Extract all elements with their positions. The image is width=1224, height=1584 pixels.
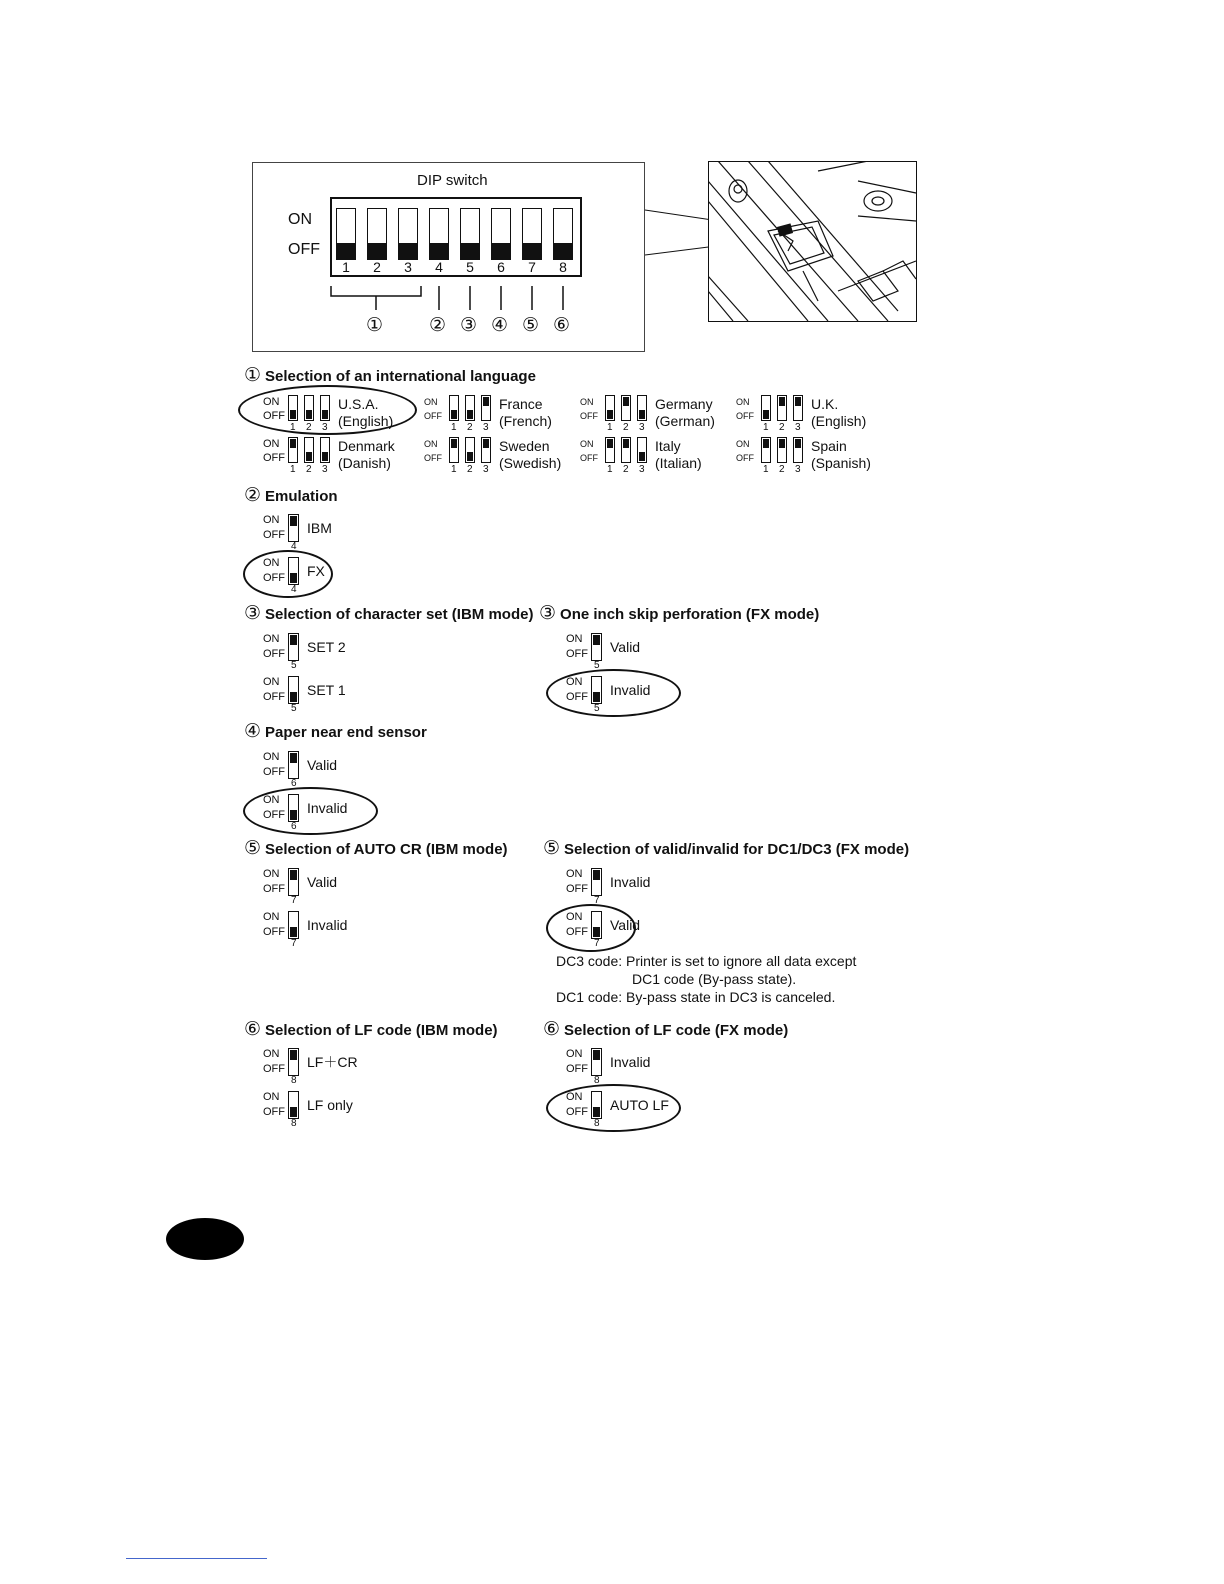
language-name: Sweden <box>499 438 550 454</box>
off-label: OFF <box>566 883 588 895</box>
section-lf-ibm-title <box>244 1018 498 1041</box>
on-label: ON <box>263 1091 280 1103</box>
off-label: OFF <box>263 452 285 464</box>
switch-number: 2 <box>779 422 785 433</box>
diagram-off-label: OFF <box>288 241 320 258</box>
language-subname: (German) <box>655 413 715 429</box>
section-skip-title <box>539 602 819 625</box>
switch-2 <box>465 395 475 421</box>
off-label: OFF <box>263 1106 285 1118</box>
language-name: U.S.A. <box>338 396 379 412</box>
dc1-note: DC1 code: By-pass state in DC3 is canceled. <box>556 989 836 1005</box>
on-label: ON <box>580 397 594 407</box>
option-label: SET 1 <box>307 682 346 698</box>
section-title-text: Selection of AUTO CR (IBM mode) <box>265 841 508 858</box>
dip-switch-4 <box>429 208 449 260</box>
switch-number: 8 <box>559 259 567 275</box>
off-label: OFF <box>263 410 285 422</box>
dip-switch-3 <box>398 208 418 260</box>
dip-switch-4 <box>288 514 299 542</box>
on-label: ON <box>424 439 438 449</box>
switch-1 <box>605 437 615 463</box>
switch-number: 1 <box>451 464 457 475</box>
on-label: ON <box>736 397 750 407</box>
section-emulation-title <box>244 484 338 507</box>
on-label: ON <box>263 438 280 450</box>
selected-default-ellipse <box>243 787 378 835</box>
switch-number: 3 <box>322 464 328 475</box>
switch-number: 3 <box>795 464 801 475</box>
switch-3 <box>793 437 803 463</box>
section-title-text: One inch skip perforation (FX mode) <box>560 606 820 623</box>
off-label: OFF <box>263 648 285 660</box>
on-label: ON <box>263 633 280 645</box>
switch-number: 1 <box>763 422 769 433</box>
switch-number: 6 <box>497 259 505 275</box>
off-label: OFF <box>263 766 285 778</box>
switch-number: 8 <box>291 1075 297 1086</box>
dip-switch-5 <box>288 676 299 704</box>
switch-number: 5 <box>291 703 297 714</box>
dip-switch-1 <box>336 208 356 260</box>
switch-3 <box>481 437 491 463</box>
switch-number: 3 <box>322 422 328 433</box>
switch-number: 2 <box>467 464 473 475</box>
on-label: ON <box>424 397 438 407</box>
switch-number: 3 <box>483 464 489 475</box>
section-title-text: Selection of valid/invalid for DC1/DC3 (FX mode) <box>564 841 910 858</box>
dip-switch-8 <box>553 208 573 260</box>
language-subname: (Spanish) <box>811 455 871 471</box>
switch-number: 1 <box>342 259 350 275</box>
dip-switch-5 <box>288 633 299 661</box>
switch-1 <box>449 437 459 463</box>
on-label: ON <box>263 514 280 526</box>
off-label: OFF <box>580 411 598 421</box>
dip-switch-8 <box>288 1091 299 1119</box>
on-label: ON <box>263 1048 280 1060</box>
switch-number: 7 <box>291 938 297 949</box>
language-subname: (English) <box>811 413 867 429</box>
switch-number: 8 <box>594 1075 600 1086</box>
section-marker: ① <box>244 365 262 386</box>
selected-default-ellipse <box>546 1084 681 1132</box>
switch-number: 1 <box>290 464 296 475</box>
on-label: ON <box>263 557 280 569</box>
option-label: IBM <box>307 520 332 536</box>
group-brackets <box>320 282 580 314</box>
switch-number: 1 <box>607 464 613 475</box>
switch-number: 2 <box>623 422 629 433</box>
switch-number: 5 <box>594 703 600 714</box>
option-label: Valid <box>610 917 641 933</box>
on-label: ON <box>580 439 594 449</box>
off-label: OFF <box>566 648 588 660</box>
section-charset-title <box>244 602 533 625</box>
off-label: OFF <box>566 1106 588 1118</box>
option-label: Invalid <box>610 682 651 698</box>
language-name: France <box>499 396 543 412</box>
switch-number: 4 <box>291 584 297 595</box>
switch-number: 5 <box>291 660 297 671</box>
selected-default-ellipse <box>238 385 417 435</box>
switch-number: 3 <box>639 422 645 433</box>
selected-default-ellipse <box>546 904 636 952</box>
switch-1 <box>288 437 298 463</box>
section-marker: ⑤ <box>244 838 262 859</box>
switch-1 <box>761 437 771 463</box>
option-label: Invalid <box>610 874 651 890</box>
group-marker: ② <box>429 315 447 336</box>
switch-number: 4 <box>435 259 443 275</box>
selected-default-ellipse <box>546 669 681 717</box>
off-label: OFF <box>263 1063 285 1075</box>
dip-switch-7 <box>591 868 602 896</box>
switch-number: 3 <box>483 422 489 433</box>
group-marker: ① <box>366 315 384 336</box>
on-label: ON <box>566 676 583 688</box>
off-label: OFF <box>566 691 588 703</box>
switch-number: 3 <box>639 464 645 475</box>
language-name: Germany <box>655 396 713 412</box>
option-label: Valid <box>307 874 338 890</box>
language-subname: (Swedish) <box>499 455 562 471</box>
switch-2 <box>777 395 787 421</box>
group-marker: ③ <box>460 315 478 336</box>
language-name: U.K. <box>811 396 839 412</box>
language-subname: (Italian) <box>655 455 702 471</box>
on-label: ON <box>263 868 280 880</box>
off-label: OFF <box>263 529 285 541</box>
section-paper-title <box>244 720 427 743</box>
section-marker: ② <box>244 485 262 506</box>
dip-switch-7 <box>522 208 542 260</box>
switch-number: 7 <box>594 895 600 906</box>
switch-number: 5 <box>594 660 600 671</box>
option-label: AUTO LF <box>610 1097 669 1113</box>
off-label: OFF <box>566 1063 588 1075</box>
switch-2 <box>777 437 787 463</box>
off-label: OFF <box>580 453 598 463</box>
section-marker: ⑤ <box>543 838 561 859</box>
switch-3 <box>637 437 647 463</box>
page-number-tab <box>166 1218 244 1260</box>
section-title-text: Selection of character set (IBM mode) <box>265 606 534 623</box>
switch-1 <box>605 395 615 421</box>
switch-number: 7 <box>594 938 600 949</box>
on-label: ON <box>736 439 750 449</box>
language-subname: (Danish) <box>338 455 391 471</box>
switch-3 <box>637 395 647 421</box>
switch-number: 2 <box>306 422 312 433</box>
switch-number: 7 <box>528 259 536 275</box>
switch-2 <box>621 395 631 421</box>
switch-number: 1 <box>763 464 769 475</box>
option-label: Valid <box>610 639 641 655</box>
on-label: ON <box>566 633 583 645</box>
option-label: LF＋CR <box>307 1054 358 1070</box>
switch-3 <box>793 395 803 421</box>
switch-number: 1 <box>451 422 457 433</box>
dip-switch-2 <box>367 208 387 260</box>
off-label: OFF <box>424 411 442 421</box>
switch-number: 3 <box>795 422 801 433</box>
language-subname: (English) <box>338 413 394 429</box>
dip-switch-7 <box>288 868 299 896</box>
diagram-on-label: ON <box>288 211 312 228</box>
switch-2 <box>304 437 314 463</box>
off-label: OFF <box>736 453 754 463</box>
switch-number: 2 <box>623 464 629 475</box>
option-label: Invalid <box>307 917 348 933</box>
switch-number: 2 <box>306 464 312 475</box>
switch-number: 8 <box>594 1118 600 1129</box>
switch-number: 6 <box>291 821 297 832</box>
switch-number: 1 <box>290 422 296 433</box>
on-label: ON <box>566 1048 583 1060</box>
on-label: ON <box>263 751 280 763</box>
section-autocr-title <box>244 837 508 860</box>
section-marker: ④ <box>244 721 262 742</box>
off-label: OFF <box>263 926 285 938</box>
section-title-text: Selection of an international language <box>265 368 536 385</box>
switch-number: 5 <box>466 259 474 275</box>
dip-switch-6 <box>491 208 511 260</box>
option-label: Invalid <box>307 800 348 816</box>
off-label: OFF <box>424 453 442 463</box>
off-label: OFF <box>263 691 285 703</box>
group-marker: ④ <box>491 315 509 336</box>
switch-number: 8 <box>291 1118 297 1129</box>
switch-3 <box>481 395 491 421</box>
section-title-text: Selection of LF code (IBM mode) <box>265 1022 498 1039</box>
language-name: Denmark <box>338 438 395 454</box>
switch-3 <box>320 437 330 463</box>
section-marker: ⑥ <box>244 1019 262 1040</box>
off-label: OFF <box>263 883 285 895</box>
dip-switch-5 <box>460 208 480 260</box>
switch-number: 4 <box>291 541 297 552</box>
section-title-text: Paper near end sensor <box>265 724 427 741</box>
on-label: ON <box>263 794 280 806</box>
section-marker: ⑥ <box>543 1019 561 1040</box>
off-label: OFF <box>263 572 285 584</box>
language-name: Italy <box>655 438 681 454</box>
language-subname: (French) <box>499 413 552 429</box>
option-label: LF only <box>307 1097 353 1113</box>
group-marker: ⑤ <box>522 315 540 336</box>
option-label: FX <box>307 563 325 579</box>
dip-switch-8 <box>591 1048 602 1076</box>
dip-switch-8 <box>288 1048 299 1076</box>
switch-number: 2 <box>779 464 785 475</box>
switch-1 <box>761 395 771 421</box>
section-marker: ③ <box>539 603 557 624</box>
switch-number: 1 <box>607 422 613 433</box>
off-label: OFF <box>736 411 754 421</box>
section-dc-title <box>543 837 909 860</box>
off-label: OFF <box>263 809 285 821</box>
on-label: ON <box>263 396 280 408</box>
dc3-note-continued: DC1 code (By-pass state). <box>632 971 797 987</box>
option-label: SET 2 <box>307 639 346 655</box>
dip-switch-7 <box>288 911 299 939</box>
printer-location-illustration <box>708 161 917 322</box>
switch-1 <box>449 395 459 421</box>
option-label: Invalid <box>610 1054 651 1070</box>
section-language-title <box>244 364 536 387</box>
on-label: ON <box>263 911 280 923</box>
section-title-text: Selection of LF code (FX mode) <box>564 1022 789 1039</box>
switch-number: 2 <box>467 422 473 433</box>
switch-2 <box>465 437 475 463</box>
dc3-note: DC3 code: Printer is set to ignore all data except <box>556 953 857 969</box>
switch-number: 6 <box>291 778 297 789</box>
diagram-title: DIP switch <box>417 172 488 189</box>
on-label: ON <box>566 1091 583 1103</box>
option-label: Valid <box>307 757 338 773</box>
section-title-text: Emulation <box>265 488 338 505</box>
footer-rule <box>126 1558 267 1559</box>
section-lf-fx-title <box>543 1018 788 1041</box>
switch-2 <box>621 437 631 463</box>
on-label: ON <box>566 868 583 880</box>
language-name: Spain <box>811 438 847 454</box>
section-marker: ③ <box>244 603 262 624</box>
dip-switch-5 <box>591 633 602 661</box>
group-marker: ⑥ <box>553 315 571 336</box>
on-label: ON <box>263 676 280 688</box>
selected-default-ellipse <box>243 550 333 598</box>
switch-number: 3 <box>404 259 412 275</box>
switch-number: 2 <box>373 259 381 275</box>
switch-number: 7 <box>291 895 297 906</box>
dip-switch-6 <box>288 751 299 779</box>
off-label: OFF <box>566 926 588 938</box>
on-label: ON <box>566 911 583 923</box>
